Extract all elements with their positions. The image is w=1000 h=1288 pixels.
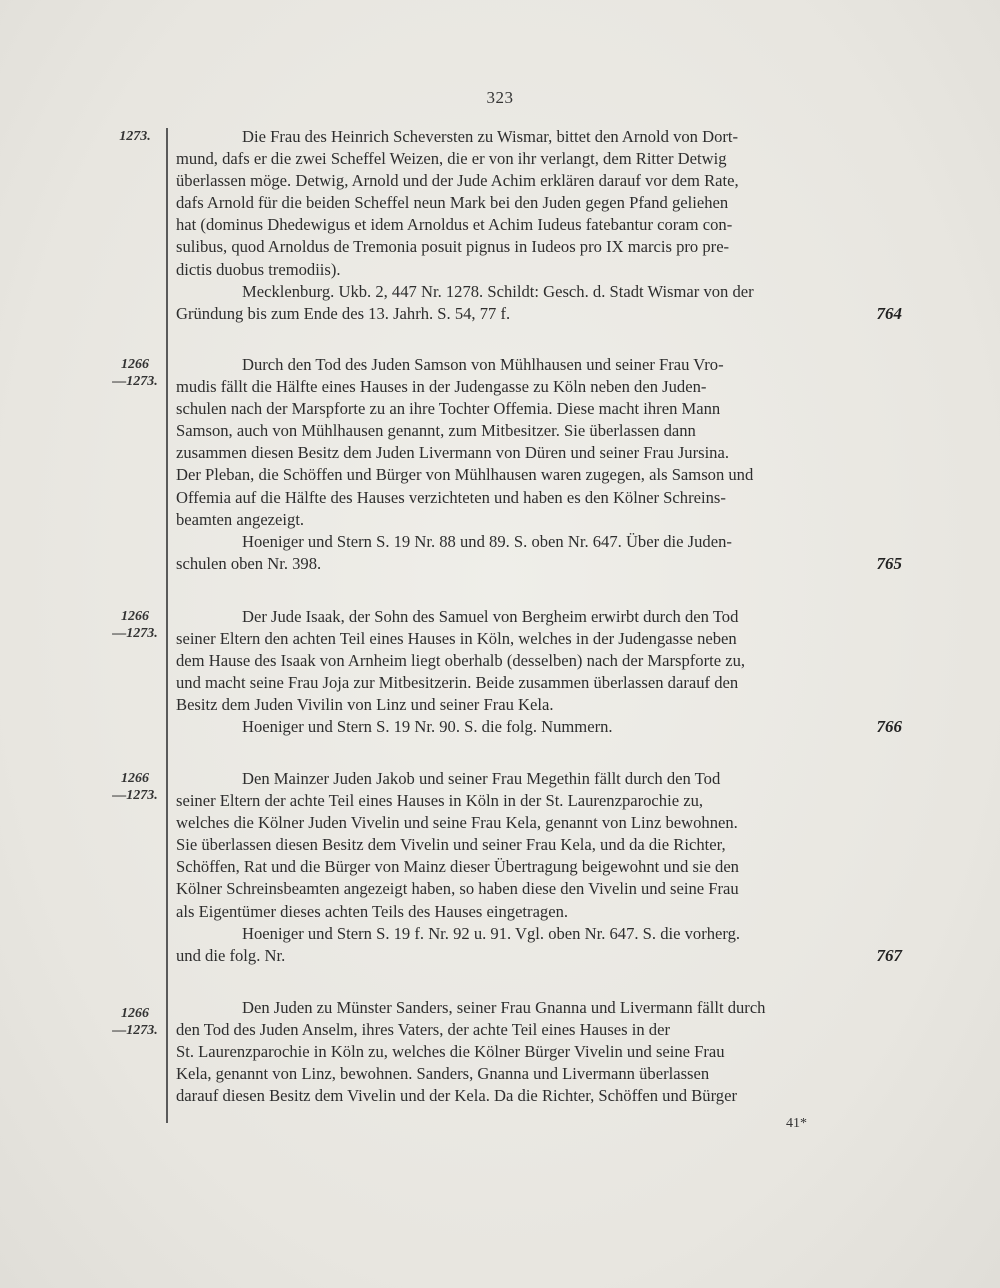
entry-number: 764 bbox=[876, 303, 902, 323]
date-line: —1273. bbox=[112, 1023, 158, 1038]
text-line: beamten angezeigt. bbox=[176, 509, 305, 529]
reference-line: und die folg. Nr. bbox=[176, 945, 286, 965]
reference-last-line bbox=[176, 945, 902, 967]
text-line: sulibus, quod Arnoldus de Tremonia posuit pignus in Iudeos pro IX marcis pro pre- bbox=[176, 237, 730, 257]
text-line: mudis fällt die Hälfte eines Hauses in der Judengasse zu Köln neben den Juden- bbox=[176, 377, 707, 397]
text-line: Kölner Schreinsbeamten angezeigt haben, so haben diese den Vivelin und seine Frau bbox=[176, 879, 739, 899]
date-line: 1266 bbox=[121, 771, 149, 786]
signature-mark: 41* bbox=[786, 1116, 807, 1131]
entry-number: 767 bbox=[876, 945, 902, 965]
margin-rule bbox=[166, 128, 168, 1123]
entry-text bbox=[176, 126, 902, 325]
entry-date bbox=[104, 1005, 166, 1039]
text-line: den Tod des Juden Anselm, ihres Vaters, der achte Teil eines Hauses in der bbox=[176, 1020, 670, 1040]
text-line: hat (dominus Dhedewigus et idem Arnoldus et Achim Iudeus fatebantur coram con- bbox=[176, 215, 733, 235]
text-line: welches die Kölner Juden Vivelin und seine Frau Kela, genannt von Linz bewohnen. bbox=[176, 813, 738, 833]
date-line: —1273. bbox=[112, 626, 158, 641]
entry-767 bbox=[112, 768, 902, 967]
text-line: seiner Eltern der achte Teil eines Hauses in Köln in der St. Laurenzparochie zu, bbox=[176, 791, 704, 811]
entry-date bbox=[104, 608, 166, 642]
reference-last-line bbox=[176, 553, 902, 575]
date-line: 1266 bbox=[121, 1006, 149, 1021]
entry-768 bbox=[112, 997, 902, 1107]
text-line: Den Mainzer Juden Jakob und seiner Frau Megethin fällt durch den Tod bbox=[242, 769, 721, 788]
entry-date bbox=[104, 128, 166, 145]
text-line: Schöffen, Rat und die Bürger von Mainz dieser Übertragung beigewohnt und sie den bbox=[176, 857, 739, 877]
text-line: Der Jude Isaak, der Sohn des Samuel von Bergheim erwirbt durch den Tod bbox=[242, 607, 739, 626]
date-line: 1273. bbox=[119, 129, 151, 144]
page-number: 323 bbox=[486, 88, 514, 107]
entry-764 bbox=[119, 126, 902, 325]
entry-number: 766 bbox=[876, 717, 902, 737]
reference-line: Hoeniger und Stern S. 19 f. Nr. 92 u. 91. Vgl. oben Nr. 647. S. die vorherg. bbox=[242, 923, 741, 943]
reference-line: Gründung bis zum Ende des 13. Jahrh. S. 54, 77 f. bbox=[176, 303, 511, 323]
text-line: mund, dafs er die zwei Scheffel Weizen, die er von ihr verlangt, dem Ritter Detwig bbox=[176, 149, 727, 169]
text-line: Der Pleban, die Schöffen und Bürger von Mühlhausen waren zugegen, als Samson und bbox=[176, 465, 754, 485]
entry-text bbox=[176, 768, 902, 967]
text-line: Den Juden zu Münster Sanders, seiner Frau Gnanna und Livermann fällt durch bbox=[242, 998, 766, 1017]
reference-line: Hoeniger und Stern S. 19 Nr. 88 und 89. S. oben Nr. 647. Über die Juden- bbox=[242, 531, 732, 551]
entry-766 bbox=[112, 606, 902, 739]
entry-765 bbox=[112, 354, 902, 575]
text-line: als Eigentümer dieses achten Teils des Hauses eingetragen. bbox=[176, 901, 569, 921]
reference-last-line bbox=[176, 303, 902, 325]
date-line: —1273. bbox=[112, 788, 158, 803]
entry-text bbox=[176, 997, 902, 1107]
date-line: 1266 bbox=[121, 357, 149, 372]
entry-date bbox=[104, 356, 166, 390]
text-line: St. Laurenzparochie in Köln zu, welches die Kölner Bürger Vivelin und seine Frau bbox=[176, 1042, 725, 1062]
date-line: 1266 bbox=[121, 609, 149, 624]
text-line: Die Frau des Heinrich Scheversten zu Wismar, bittet den Arnold von Dort- bbox=[242, 127, 739, 146]
reference-line: Hoeniger und Stern S. 19 Nr. 90. S. die folg. Nummern. bbox=[242, 717, 613, 737]
entry-text bbox=[176, 354, 902, 575]
text-line: Offemia auf die Hälfte des Hauses verzichteten und haben es den Kölner Schreins- bbox=[176, 487, 726, 507]
text-line: dictis duobus tremodiis). bbox=[176, 259, 341, 279]
reference-last-line bbox=[176, 716, 902, 738]
text-line: Besitz dem Juden Vivilin von Linz und seiner Frau Kela. bbox=[176, 695, 554, 715]
text-line: Sie überlassen diesen Besitz dem Vivelin und seiner Frau Kela, und da die Richter, bbox=[176, 835, 726, 855]
text-line: dem Hause des Isaak von Arnheim liegt oberhalb (desselben) nach der Marspforte zu, bbox=[176, 651, 746, 671]
text-line: überlassen möge. Detwig, Arnold und der Jude Achim erklären darauf vor dem Rate, bbox=[176, 171, 739, 191]
entry-text bbox=[176, 606, 902, 739]
text-line: darauf diesen Besitz dem Vivelin und der Kela. Da die Richter, Schöffen und Bürger bbox=[176, 1086, 737, 1106]
entry-date bbox=[104, 770, 166, 804]
text-line: zusammen diesen Besitz dem Juden Livermann von Düren und seiner Frau Jursina. bbox=[176, 443, 729, 463]
text-line: Kela, genannt von Linz, bewohnen. Sanders, Gnanna und Livermann überlassen bbox=[176, 1064, 710, 1084]
entry-number: 765 bbox=[876, 553, 902, 573]
text-line: und macht seine Frau Joja zur Mitbesitzerin. Beide zusammen überlassen darauf den bbox=[176, 673, 739, 693]
date-line: —1273. bbox=[112, 374, 158, 389]
text-line: seiner Eltern den achten Teil eines Hauses in Köln, welches in der Judengasse neben bbox=[176, 629, 737, 649]
text-line: dafs Arnold für die beiden Scheffel neun Mark bei den Juden gegen Pfand geliehen bbox=[176, 193, 729, 213]
text-line: schulen nach der Marspforte zu an ihre Tochter Offemia. Diese macht ihren Mann bbox=[176, 399, 721, 419]
text-line: Durch den Tod des Juden Samson von Mühlhausen und seiner Frau Vro- bbox=[242, 355, 724, 374]
reference-line: schulen oben Nr. 398. bbox=[176, 553, 322, 573]
reference-line: Mecklenburg. Ukb. 2, 447 Nr. 1278. Schildt: Gesch. d. Stadt Wismar von der bbox=[242, 281, 754, 301]
text-line: Samson, auch von Mühlhausen genannt, zum Mitbesitzer. Sie überlassen dann bbox=[176, 421, 696, 441]
